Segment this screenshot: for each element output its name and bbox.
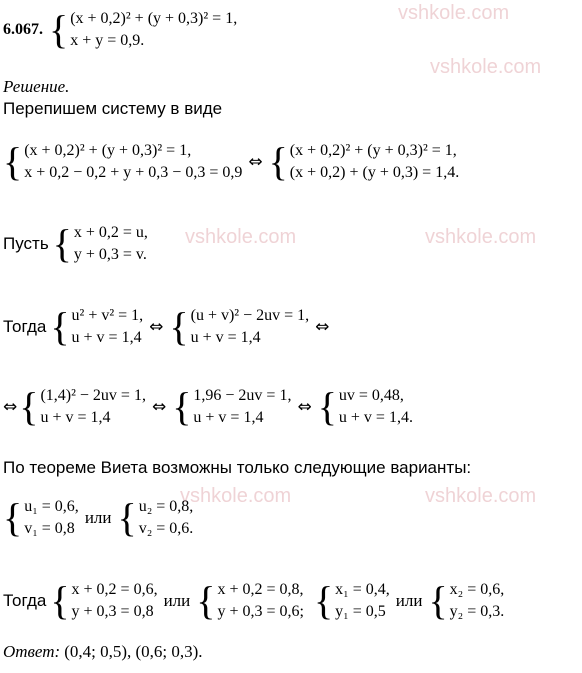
then1-s2a: (u + v)² − 2uv = 1, <box>190 307 310 324</box>
then2-s2b: y + 0,3 = 0,6; <box>217 603 304 620</box>
vieta-variants <box>3 496 193 540</box>
variant-b1: u₂ = 0,8, <box>138 498 194 515</box>
system-brace: { <box>313 578 334 623</box>
system-brace: { <box>19 384 39 429</box>
system-brace: { <box>3 139 23 184</box>
system-brace: { <box>52 221 72 266</box>
then2-s4a: x₂ = 0,6, <box>449 581 505 598</box>
watermark: vshkole.com <box>185 226 297 248</box>
answer <box>3 641 203 663</box>
chain-s2b: u + v = 1,4 <box>193 409 264 426</box>
then2-s4b: y₂ = 0,3. <box>449 603 505 620</box>
equivalence-arrow: ⇔ <box>151 397 167 417</box>
equivalence-arrow: ⇔ <box>3 397 18 417</box>
answer-label: Ответ: <box>3 642 61 661</box>
then2-s1a: x + 0,2 = 0,6, <box>71 581 158 598</box>
system-brace: { <box>428 578 448 623</box>
rewrite-text: Перепишем систему в виде <box>3 99 223 118</box>
rewrite-left-1: (x + 0,2)² + (y + 0,3)² = 1, <box>24 142 192 159</box>
system-brace: { <box>268 139 288 184</box>
system-brace: { <box>117 495 137 540</box>
or-word: или <box>163 591 191 610</box>
then-word: Тогда <box>3 317 47 336</box>
let-eq-1: x + 0,2 = u, <box>73 224 148 241</box>
then2-s2a: x + 0,2 = 0,8, <box>217 581 304 598</box>
chain-s3a: uv = 0,48, <box>338 387 404 404</box>
rewrite-right-1: (x + 0,2)² + (y + 0,3)² = 1, <box>289 142 457 159</box>
problem-statement <box>3 8 237 52</box>
then-system-2 <box>3 579 504 623</box>
equivalence-arrow: ⇔ <box>149 317 164 337</box>
solution-label: Решение. <box>3 77 70 96</box>
then-word: Тогда <box>3 591 47 610</box>
variant-b2: v₂ = 0,6. <box>138 520 194 537</box>
chain-s2a: 1,96 − 2uv = 1, <box>193 387 292 404</box>
then1-s2b: u + v = 1,4 <box>190 329 261 346</box>
substitution <box>3 222 148 266</box>
variant-a1: u₁ = 0,6, <box>24 498 79 515</box>
then2-s1b: y + 0,3 = 0,8 <box>71 603 154 620</box>
rewrite-system <box>3 140 459 184</box>
equivalence-arrow: ⇔ <box>248 152 263 172</box>
chain-s1b: u + v = 1,4 <box>40 409 111 426</box>
rewrite-left-2: x + 0,2 − 0,2 + y + 0,3 − 0,3 = 0,9 <box>24 164 243 181</box>
problem-number: 6.067. <box>3 21 43 38</box>
equivalence-arrow: ⇔ <box>315 317 330 337</box>
problem-eq-2: x + y = 0,9. <box>70 32 145 49</box>
chain-s3b: u + v = 1,4. <box>338 409 413 426</box>
watermark: vshkole.com <box>180 485 292 507</box>
system-brace: { <box>50 304 70 349</box>
let-eq-2: y + 0,3 = v. <box>73 246 147 263</box>
system-brace: { <box>172 384 192 429</box>
answer-value: (0,4; 0,5), (0,6; 0,3). <box>64 642 203 661</box>
then-system-1 <box>3 305 335 349</box>
system-brace: { <box>169 304 189 349</box>
let-word: Пусть <box>3 234 49 253</box>
system-brace: { <box>317 384 337 429</box>
watermark: vshkole.com <box>430 56 542 78</box>
system-brace: { <box>196 578 216 623</box>
rewrite-right-2: (x + 0,2) + (y + 0,3) = 1,4. <box>289 164 460 181</box>
then2-s3b: y₁ = 0,5 <box>335 603 386 620</box>
system-brace: { <box>50 578 70 623</box>
problem-eq-1: (x + 0,2)² + (y + 0,3)² = 1, <box>70 10 238 27</box>
chain-s1a: (1,4)² − 2uv = 1, <box>40 387 146 404</box>
equivalence-chain <box>3 385 413 429</box>
watermark: vshkole.com <box>425 226 537 248</box>
equivalence-arrow: ⇔ <box>297 397 312 417</box>
watermark: vshkole.com <box>398 2 510 24</box>
then1-s1a: u² + v² = 1, <box>71 307 144 324</box>
then2-s3a: x₁ = 0,4, <box>335 581 390 598</box>
variant-a2: v₁ = 0,8 <box>24 520 75 537</box>
system-brace: { <box>3 495 23 540</box>
or-word: или <box>84 508 112 527</box>
or-word: или <box>395 591 423 610</box>
system-brace: { <box>49 7 69 52</box>
vieta-text: По теореме Виета возможны только следующие варианты: <box>3 458 472 477</box>
then1-s1b: u + v = 1,4 <box>71 329 142 346</box>
watermark: vshkole.com <box>425 485 537 507</box>
